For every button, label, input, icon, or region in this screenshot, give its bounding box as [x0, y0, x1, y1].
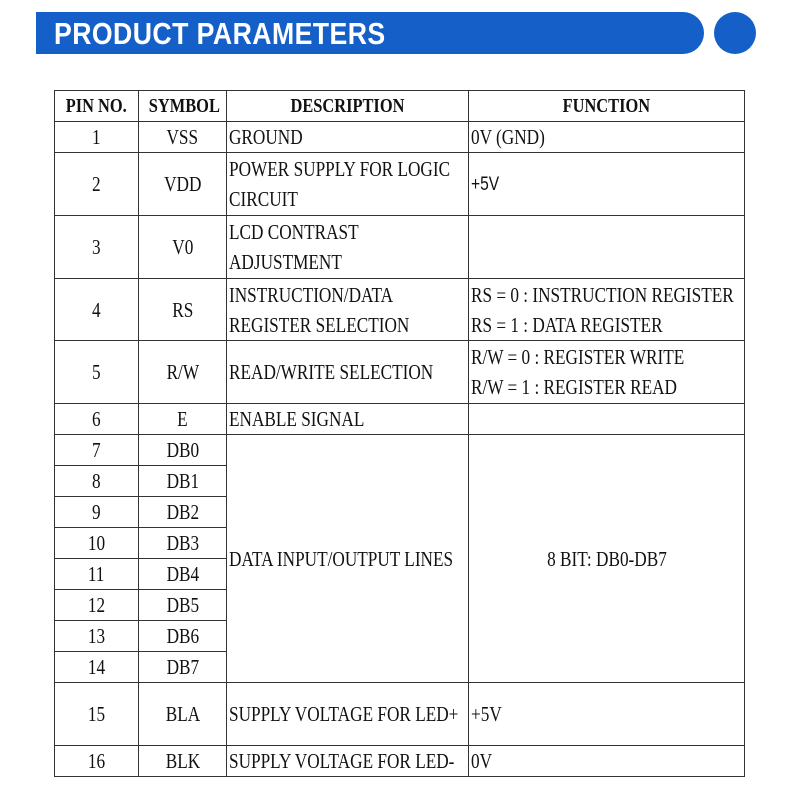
- column-header-pin: PIN NO.: [55, 91, 139, 122]
- symbol-cell: DB1: [139, 466, 227, 497]
- symbol-cell: VDD: [139, 153, 227, 216]
- table-row: [55, 341, 745, 404]
- function-cell: RS = 0 : INSTRUCTION REGISTER RS = 1 : DATA REGISTER: [469, 279, 745, 341]
- symbol-cell: R/W: [139, 341, 227, 404]
- pin-number-cell: 2: [55, 153, 139, 216]
- table-row: [55, 122, 745, 153]
- function-cell: [469, 404, 745, 435]
- pin-number-cell: 8: [55, 466, 139, 497]
- symbol-cell: DB6: [139, 621, 227, 652]
- pin-number-cell: 16: [55, 746, 139, 777]
- symbol-cell: BLA: [139, 683, 227, 746]
- description-cell: LCD CONTRAST ADJUSTMENT: [227, 216, 469, 279]
- symbol-cell: DB0: [139, 435, 227, 466]
- table-header-row: [55, 91, 745, 122]
- pin-number-cell: 5: [55, 341, 139, 404]
- symbol-cell: VSS: [139, 122, 227, 153]
- column-header-symbol: SYMBOL: [139, 91, 227, 122]
- description-cell: SUPPLY VOLTAGE FOR LED+: [227, 683, 469, 746]
- symbol-cell: V0: [139, 216, 227, 279]
- pin-number-cell: 15: [55, 683, 139, 746]
- function-cell: [469, 216, 745, 279]
- table-row: [55, 153, 745, 216]
- table-row: [55, 404, 745, 435]
- table-row: [55, 279, 745, 341]
- page-title: PRODUCT PARAMETERS: [54, 16, 386, 51]
- symbol-cell: DB2: [139, 497, 227, 528]
- description-cell: GROUND: [227, 122, 469, 153]
- description-cell: DATA INPUT/OUTPUT LINES: [227, 435, 469, 683]
- pin-number-cell: 6: [55, 404, 139, 435]
- column-header-description: DESCRIPTION: [227, 91, 469, 122]
- function-cell: 0V (GND): [469, 122, 745, 153]
- function-cell: 0V: [469, 746, 745, 777]
- description-cell: ENABLE SIGNAL: [227, 404, 469, 435]
- pin-number-cell: 10: [55, 528, 139, 559]
- pin-number-cell: 13: [55, 621, 139, 652]
- description-cell: POWER SUPPLY FOR LOGIC CIRCUIT: [227, 153, 469, 216]
- symbol-cell: RS: [139, 279, 227, 341]
- function-cell: +5V: [469, 683, 745, 746]
- symbol-cell: E: [139, 404, 227, 435]
- table-row: [55, 746, 745, 777]
- symbol-cell: DB5: [139, 590, 227, 621]
- pin-number-cell: 1: [55, 122, 139, 153]
- function-cell: 8 BIT: DB0-DB7: [469, 435, 745, 683]
- function-cell: R/W = 0 : REGISTER WRITE R/W = 1 : REGISTER READ: [469, 341, 745, 404]
- parameters-table: [54, 90, 745, 777]
- description-cell: READ/WRITE SELECTION: [227, 341, 469, 404]
- description-cell: INSTRUCTION/DATA REGISTER SELECTION: [227, 279, 469, 341]
- table-row: [55, 435, 745, 466]
- column-header-function: FUNCTION: [469, 91, 745, 122]
- symbol-cell: BLK: [139, 746, 227, 777]
- symbol-cell: DB4: [139, 559, 227, 590]
- pin-number-cell: 7: [55, 435, 139, 466]
- pin-number-cell: 3: [55, 216, 139, 279]
- pin-number-cell: 11: [55, 559, 139, 590]
- pin-number-cell: 9: [55, 497, 139, 528]
- pin-number-cell: 14: [55, 652, 139, 683]
- pin-number-cell: 4: [55, 279, 139, 341]
- table-row: [55, 683, 745, 746]
- title-banner: [36, 12, 704, 54]
- symbol-cell: DB7: [139, 652, 227, 683]
- symbol-cell: DB3: [139, 528, 227, 559]
- decorative-circle: [714, 12, 756, 54]
- function-cell: +5V: [469, 153, 745, 216]
- description-cell: SUPPLY VOLTAGE FOR LED-: [227, 746, 469, 777]
- table-row: [55, 216, 745, 279]
- pin-number-cell: 12: [55, 590, 139, 621]
